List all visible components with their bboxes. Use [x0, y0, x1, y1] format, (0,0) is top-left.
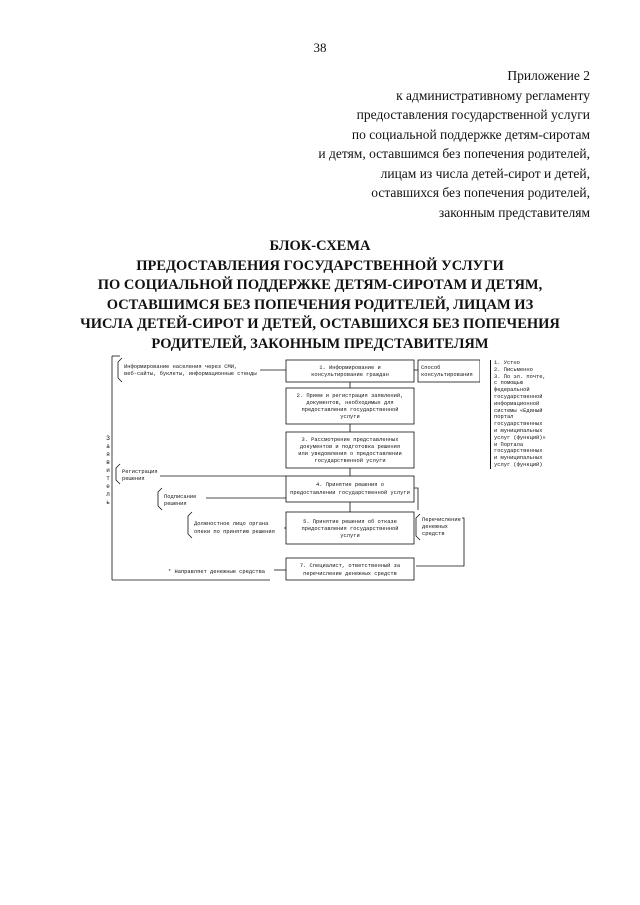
step-5-text: 5. Принятие решения об отказе [303, 519, 397, 525]
signing-bracket [158, 488, 162, 510]
step-3-text: или уведомления о предоставлении [298, 451, 402, 457]
way-item: портал [494, 414, 514, 421]
way-item: 1. Устно [494, 360, 520, 366]
title-line: ПО СОЦИАЛЬНОЙ ПОДДЕРЖКЕ ДЕТЯМ-СИРОТАМ И ДЕТЯМ, [97, 277, 543, 293]
way-item: федеральной [494, 387, 530, 394]
ways-list [490, 360, 566, 469]
applicant-letter: в [106, 459, 110, 466]
title-line: БЛОК-СХЕМА [269, 238, 371, 254]
page-number: 38 [313, 40, 327, 55]
registration-text: решения [122, 476, 145, 482]
signing-text: решения [164, 501, 187, 507]
appendix-line: предоставления государственной услуги [356, 107, 590, 122]
applicant-letter: я [106, 451, 110, 458]
step-1-text: 1. Информирование и [319, 365, 381, 371]
step-2-text: 2. Прием и регистрация заявлений, [296, 393, 404, 399]
official-text: опеки по принятию решения [194, 529, 275, 535]
applicant-letter: л [106, 491, 110, 498]
step-3-text: 3. Рассмотрение представленных [301, 437, 399, 443]
appendix-block [260, 66, 590, 222]
informing-bracket [118, 358, 122, 382]
applicant-label [106, 435, 110, 506]
way-item: и муниципальных [494, 427, 543, 434]
step-2-text: услуги [340, 414, 360, 420]
transfer-bracket [416, 514, 420, 540]
title-line: ПРЕДОСТАВЛЕНИЯ ГОСУДАРСТВЕННОЙ УСЛУГИ [136, 257, 504, 274]
way-item: информационной [494, 400, 540, 407]
informing-text: Информирование населения через СМИ, [124, 364, 238, 370]
appendix-line: по социальной поддержке детям-сиротам [351, 126, 590, 142]
way-item: государственной [494, 393, 543, 400]
way-item: и Портала [494, 441, 524, 448]
step-7-text: перечисление денежных средств [303, 571, 397, 577]
transfer-text: средств [422, 531, 445, 537]
step-4-box [286, 476, 414, 502]
appendix-line: оставшихся без попечения родителей, [371, 185, 590, 200]
appendix-line: и детям, оставшимся без попечения родителей, [318, 146, 590, 161]
scheme-title [20, 237, 620, 354]
applicant-letter: а [106, 443, 110, 450]
step-3-text: государственной услуги [314, 458, 386, 464]
method-text: Способ [421, 365, 441, 371]
title-line: ЧИСЛА ДЕТЕЙ-СИРОТ И ДЕТЕЙ, ОСТАВШИХСЯ БЕЗ ПОПЕЧЕНИЯ [80, 316, 560, 332]
way-item: государственных [494, 421, 543, 428]
step-1-text: консультирование граждан [311, 372, 389, 378]
applicant-letter: ь [106, 499, 110, 506]
step-2-text: документов, необходимых для [306, 400, 394, 406]
step-4-text: 4. Принятие решения о [316, 482, 384, 488]
appendix-line: к административному регламенту [396, 87, 590, 103]
transfer-text: Перечисление [422, 517, 461, 523]
step-5-text: услуги [340, 533, 360, 539]
way-item: с помощью [494, 380, 524, 387]
step-3-text: документов и подготовка решения [299, 444, 401, 450]
way-item: системы «Единый [494, 407, 543, 414]
title-line: РОДИТЕЛЕЙ, ЗАКОННЫМ ПРЕДСТАВИТЕЛЯМ [151, 335, 489, 352]
way-item: государственных [494, 448, 543, 455]
step-7-text: 7. Специалист, ответственный за [299, 563, 401, 569]
signing-text: Подписание [164, 494, 197, 500]
way-item: услуг (функций)» [494, 434, 546, 441]
official-bracket [188, 512, 192, 538]
connector [414, 488, 418, 510]
step-1-box [286, 360, 414, 382]
way-item: 3. По эл. почте, [494, 373, 546, 380]
method-text: консультирования [421, 372, 473, 378]
official-text: Должностное лицо органа [194, 521, 269, 527]
step-5-text: предоставления государственной [301, 526, 399, 532]
informing-text: веб-сайты, буклеты, информационные стенды [124, 371, 257, 377]
applicant-letter: т [106, 475, 110, 482]
applicant-letter: и [106, 467, 110, 474]
registration-bracket [116, 464, 120, 484]
transfer-text: денежных [422, 524, 448, 530]
applicant-letter: е [106, 483, 110, 490]
appendix-line: лицам из числа детей-сирот и детей, [380, 165, 590, 181]
sends-money-text: * Направляет денежные средства [168, 569, 266, 575]
way-item: и муниципальных [494, 455, 543, 462]
appendix-line: Приложение 2 [507, 68, 590, 83]
step-4-text: предоставлении государственной услуги [290, 490, 410, 496]
way-item: услуг (функций) [494, 461, 543, 468]
flowchart [100, 348, 480, 588]
step-2-text: предоставления государственной [301, 407, 399, 413]
appendix-line: законным представителям [438, 204, 590, 220]
title-line: ОСТАВШИМСЯ БЕЗ ПОПЕЧЕНИЯ РОДИТЕЛЕЙ, ЛИЦАМ ИЗ [106, 296, 534, 313]
way-item: 2. Письменно [494, 366, 533, 373]
registration-text: Регистрация [122, 469, 158, 475]
applicant-letter: З [106, 435, 110, 442]
method-box [418, 360, 480, 382]
